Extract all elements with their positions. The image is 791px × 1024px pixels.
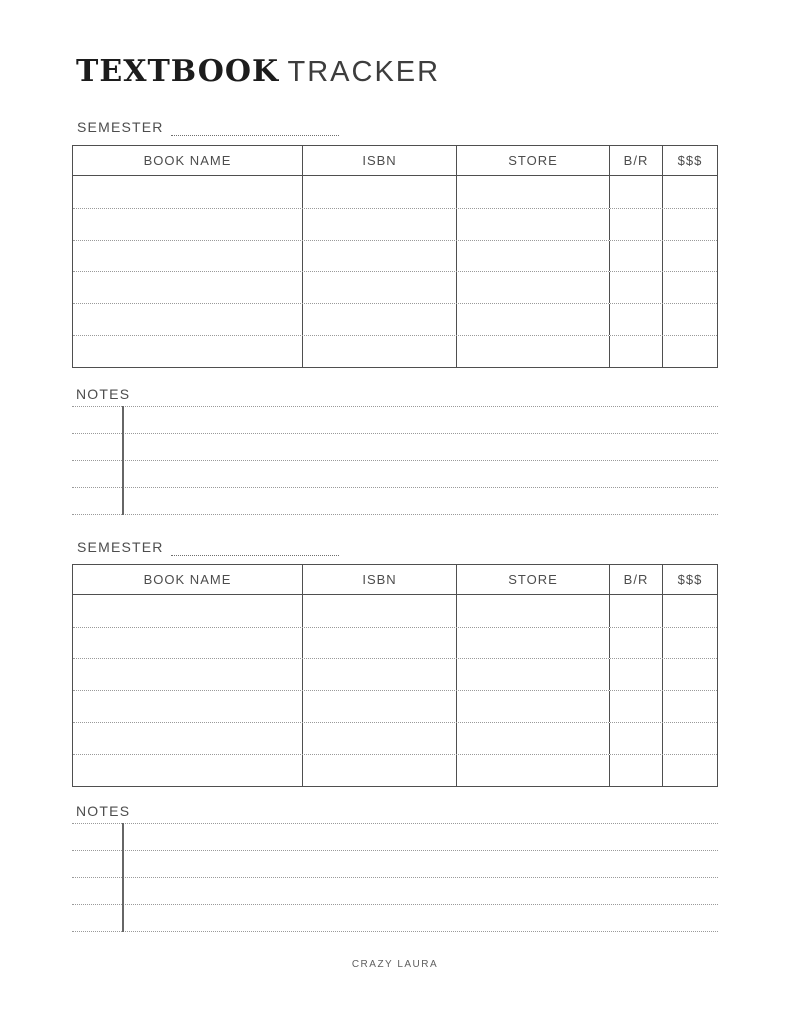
table-cell-empty [73, 755, 303, 786]
textbook-table [72, 564, 718, 787]
table-row [73, 208, 717, 240]
table-cell-empty [303, 691, 457, 722]
table-row [73, 240, 717, 272]
table-cell-empty [303, 336, 457, 367]
column-header-book-name: BOOK NAME [73, 146, 303, 175]
notes-rule-line [72, 823, 718, 850]
table-cell-empty [303, 176, 457, 208]
semester-fill-line [171, 541, 339, 556]
table-cell-empty [73, 209, 303, 240]
notes-rule-line [72, 514, 718, 515]
column-header-buy-rent: B/R [610, 146, 663, 175]
semester-label: SEMESTER [77, 538, 164, 555]
table-header-row [73, 565, 717, 595]
notes-lines [72, 406, 718, 515]
table-cell-empty [73, 659, 303, 690]
column-header-isbn: ISBN [303, 565, 457, 594]
table-cell-empty [663, 691, 717, 722]
table-row [73, 595, 717, 627]
table-header-row [73, 146, 717, 176]
notes-lines [72, 823, 718, 932]
column-header-price: $$$ [677, 153, 703, 168]
notes-rule-line [72, 877, 718, 904]
table-cell-empty [457, 691, 610, 722]
semester-fill-line [171, 121, 339, 136]
table-row [73, 335, 717, 367]
table-row [73, 658, 717, 690]
table-row [73, 754, 717, 786]
column-header-buy-rent: B/R [610, 565, 663, 594]
table-cell-empty [610, 209, 663, 240]
table-cell-empty [73, 272, 303, 303]
notes-label: NOTES [76, 385, 131, 402]
table-cell-empty [663, 755, 717, 786]
table-cell-empty [610, 755, 663, 786]
table-cell-empty [73, 723, 303, 754]
column-header-store: STORE [457, 146, 610, 175]
table-cell-empty [610, 304, 663, 335]
table-cell-empty [303, 628, 457, 659]
table-cell-empty [457, 659, 610, 690]
table-cell-empty [663, 659, 717, 690]
table-cell-empty [663, 628, 717, 659]
table-cell-empty [73, 595, 303, 627]
notes-rule-line [72, 406, 718, 433]
table-cell-empty [457, 723, 610, 754]
semester-row [77, 117, 718, 136]
table-cell-empty [457, 336, 610, 367]
table-cell-empty [457, 241, 610, 272]
notes-rule-line [72, 487, 718, 514]
notes-section [72, 386, 718, 515]
table-cell-empty [663, 176, 717, 208]
table-cell-empty [303, 209, 457, 240]
table-row [73, 303, 717, 335]
table-cell-empty [663, 595, 717, 627]
semester-row [77, 537, 718, 556]
table-row [73, 176, 717, 208]
table-cell-empty [73, 176, 303, 208]
table-cell-empty [663, 336, 717, 367]
table-cell-empty [73, 691, 303, 722]
table-cell-empty [457, 628, 610, 659]
notes-label: NOTES [76, 802, 131, 819]
table-cell-empty [663, 304, 717, 335]
table-cell-empty [610, 595, 663, 627]
table-cell-empty [610, 241, 663, 272]
notes-rule-line [72, 931, 718, 932]
textbook-table [72, 145, 718, 368]
table-cell-empty [610, 336, 663, 367]
column-header-isbn: ISBN [303, 146, 457, 175]
table-body [73, 176, 717, 367]
table-cell-empty [663, 272, 717, 303]
table-cell-empty [610, 176, 663, 208]
table-row [73, 627, 717, 659]
table-cell-empty [303, 755, 457, 786]
table-cell-empty [610, 659, 663, 690]
table-cell-empty [663, 241, 717, 272]
title-primary: TEXTBOOK [76, 54, 280, 89]
table-cell-empty [457, 176, 610, 208]
table-cell-empty [303, 272, 457, 303]
table-row [73, 722, 717, 754]
notes-margin-line [122, 406, 124, 515]
table-cell-empty [610, 691, 663, 722]
table-cell-empty [303, 723, 457, 754]
notes-margin-line [122, 823, 124, 932]
table-cell-empty [457, 272, 610, 303]
column-header-price: $$$ [677, 571, 703, 587]
table-cell-empty [303, 659, 457, 690]
semester-label: SEMESTER [77, 119, 164, 135]
table-cell-empty [73, 241, 303, 272]
table-cell-empty [457, 595, 610, 627]
table-cell-empty [73, 304, 303, 335]
column-header-store: STORE [457, 565, 610, 594]
table-row [73, 271, 717, 303]
table-cell-empty [610, 272, 663, 303]
column-header-book-name: BOOK NAME [73, 565, 303, 594]
table-cell-empty [663, 723, 717, 754]
table-cell-empty [73, 628, 303, 659]
table-cell-empty [663, 209, 717, 240]
table-cell-empty [457, 209, 610, 240]
notes-rule-line [72, 433, 718, 460]
table-cell-empty [303, 304, 457, 335]
notes-rule-line [72, 850, 718, 877]
table-cell-empty [303, 595, 457, 627]
table-cell-empty [610, 628, 663, 659]
notes-rule-line [72, 460, 718, 487]
notes-section [72, 803, 718, 932]
page-title [76, 54, 718, 95]
table-body [73, 595, 717, 786]
notes-rule-line [72, 904, 718, 931]
table-cell-empty [73, 336, 303, 367]
table-cell-empty [610, 723, 663, 754]
table-cell-empty [303, 241, 457, 272]
table-cell-empty [457, 755, 610, 786]
table-row [73, 690, 717, 722]
table-cell-empty [457, 304, 610, 335]
footer-brand: CRAZY LAURA [351, 958, 439, 970]
title-secondary: TRACKER [287, 56, 441, 88]
